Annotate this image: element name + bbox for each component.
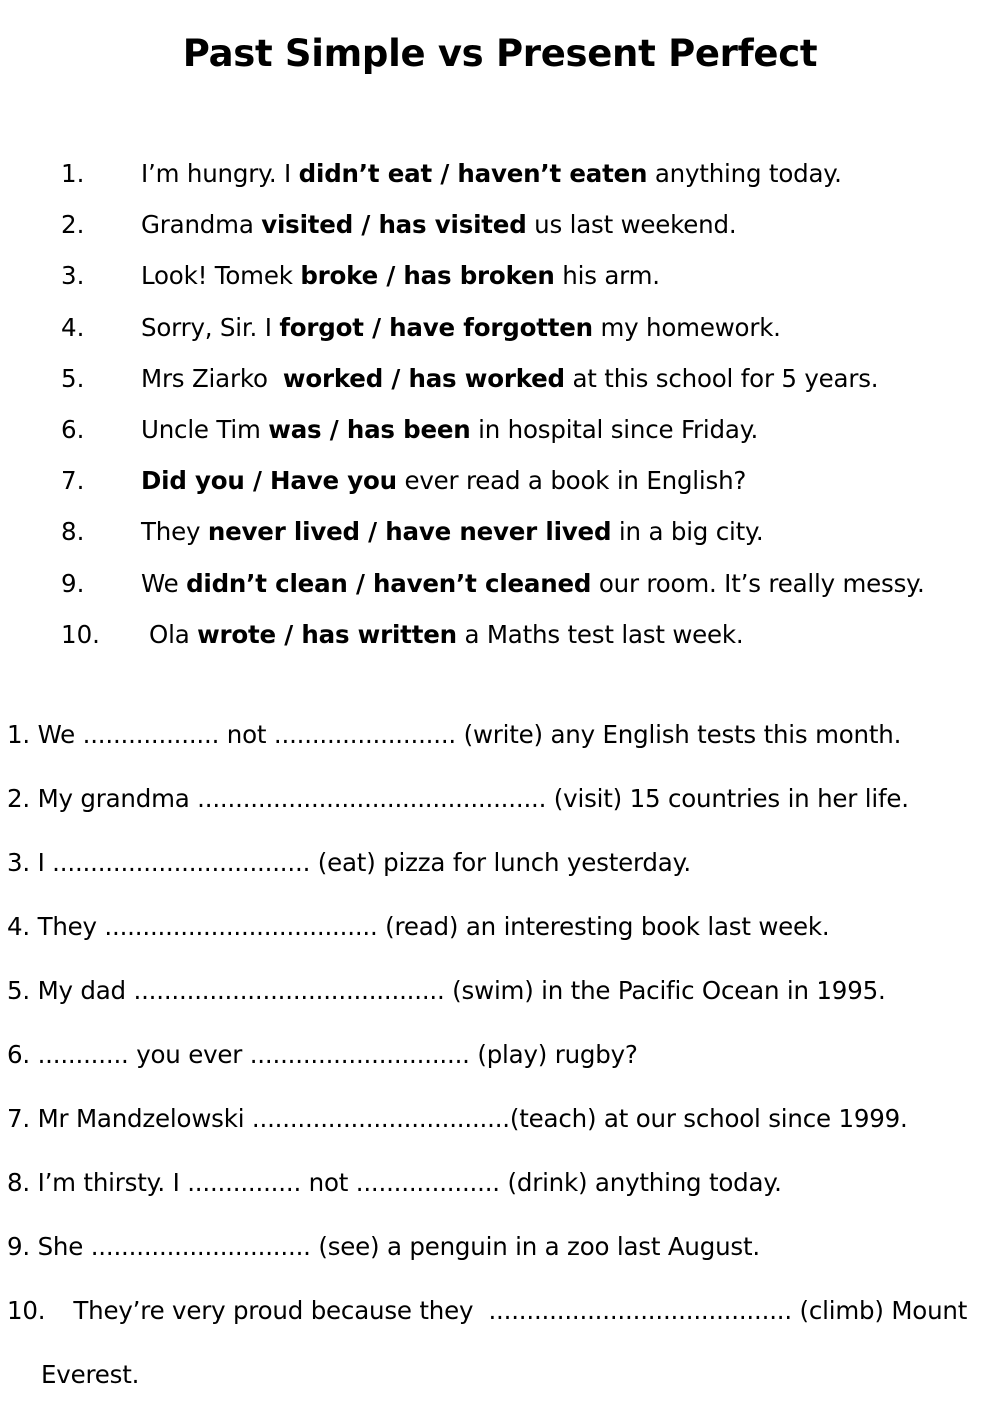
fill-in-sentence[interactable]: 2. My grandma .............................................. (visit) 15 countries in her life. (7, 784, 909, 813)
item-sentence: Did you / Have you ever read a book in English? (141, 466, 747, 496)
sentence-text: They’re very proud because they ........................................ (climb) Mount (73, 1296, 968, 1325)
item-number: 5. (61, 363, 85, 393)
list-item (0, 459, 1000, 510)
list-item (0, 562, 1000, 613)
choice-options[interactable]: worked / has worked (282, 363, 565, 393)
list-item (0, 152, 1000, 203)
exercise-1-list (0, 152, 1000, 664)
list-item (0, 968, 1000, 1032)
fill-in-sentence[interactable]: 3. I .................................. (eat) pizza for lunch yesterday. (7, 848, 691, 877)
item-sentence: I’m hungry. I didn’t eat / haven’t eaten anything today. (141, 159, 842, 188)
list-item (0, 1096, 1000, 1160)
item-number: 4. (61, 312, 85, 342)
fill-in-sentence[interactable]: 9. She ............................. (see) a penguin in a zoo last August. (7, 1232, 760, 1261)
item-number: 6. (61, 414, 85, 444)
item-sentence: They never lived / have never lived in a big city. (141, 517, 764, 547)
item-number: 8. (61, 517, 85, 547)
list-item-continuation (0, 1352, 1000, 1416)
item-sentence: We didn’t clean / haven’t cleaned our room. It’s really messy. (141, 568, 925, 598)
item-sentence: Sorry, Sir. I forgot / have forgotten my homework. (141, 312, 781, 342)
list-item (0, 1160, 1000, 1224)
list-item (0, 408, 1000, 459)
fill-in-sentence[interactable]: 6. ............ you ever ............................. (play) rugby? (7, 1040, 638, 1069)
choice-options[interactable]: forgot / have forgotten (279, 312, 593, 342)
list-item (0, 840, 1000, 904)
choice-options[interactable]: Did you / Have you (141, 466, 397, 496)
choice-options[interactable]: broke / has broken (300, 261, 555, 291)
fill-in-sentence[interactable]: 5. My dad ......................................... (swim) in the Pacific Ocean in 1995. (7, 976, 886, 1005)
item-sentence: Ola wrote / has written a Maths test last week. (149, 619, 744, 649)
list-item (0, 1224, 1000, 1288)
list-item (0, 613, 1000, 664)
fill-in-sentence[interactable]: 8. I’m thirsty. I ............... not ................... (drink) anything today. (7, 1168, 782, 1197)
item-number: 10. (61, 619, 100, 649)
list-item (0, 1288, 1000, 1352)
item-number: 2. (61, 210, 85, 240)
list-item (0, 203, 1000, 254)
item-number: 9. (61, 568, 85, 598)
list-item (0, 510, 1000, 561)
choice-options[interactable]: didn’t eat / haven’t eaten (298, 159, 648, 188)
choice-options[interactable]: was / has been (268, 414, 471, 444)
list-item (0, 306, 1000, 357)
item-number: 10. (7, 1296, 46, 1325)
item-sentence: Look! Tomek broke / has broken his arm. (141, 261, 660, 291)
list-item (0, 712, 1000, 776)
list-item (0, 254, 1000, 305)
exercise-2-list (0, 712, 1000, 1416)
item-sentence: Grandma visited / has visited us last weekend. (141, 210, 737, 240)
list-item (0, 1032, 1000, 1096)
fill-in-sentence[interactable]: 4. They .................................... (read) an interesting book last week. (7, 912, 830, 941)
fill-in-sentence[interactable]: 1. We .................. not ........................ (write) any English tests this month. (7, 720, 902, 749)
choice-options[interactable]: didn’t clean / haven’t cleaned (186, 568, 592, 598)
choice-options[interactable]: visited / has visited (261, 210, 527, 240)
choice-options[interactable]: wrote / has written (197, 619, 457, 649)
sentence-continuation: Everest. (41, 1360, 140, 1389)
item-sentence: Uncle Tim was / has been in hospital since Friday. (141, 414, 759, 444)
choice-options[interactable]: never lived / have never lived (207, 517, 612, 547)
item-number: 3. (61, 261, 85, 291)
list-item (0, 904, 1000, 968)
list-item (0, 357, 1000, 408)
fill-in-sentence[interactable]: 7. Mr Mandzelowski ..................................(teach) at our school since 1999. (7, 1104, 908, 1133)
fill-in-sentence[interactable] (7, 1288, 967, 1334)
item-number: 7. (61, 466, 85, 496)
page-title: Past Simple vs Present Perfect (182, 32, 818, 75)
item-number: 1. (61, 159, 85, 188)
item-sentence: Mrs Ziarko worked / has worked at this school for 5 years. (141, 363, 879, 393)
list-item (0, 776, 1000, 840)
